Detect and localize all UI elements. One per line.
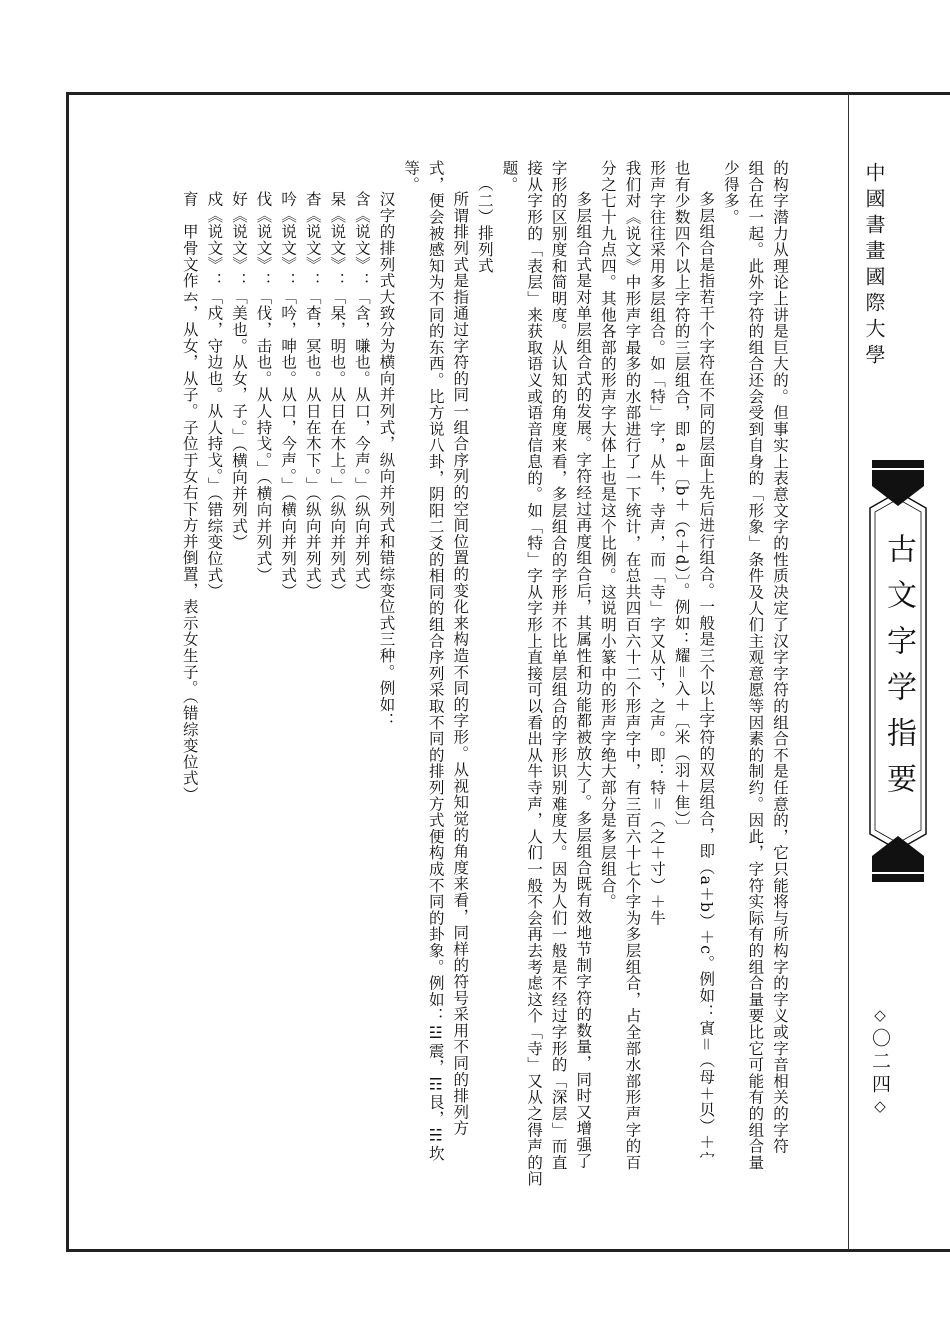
text-line: 汉字的排列式大致分为横向并列式，纵向并列式和错综变位式三种。例如： — [377, 191, 396, 729]
text-line: 形声字往往采用多层组合。如「特」字，从牛，寺声，而「寺」字又从寸，之声。即：特＝（之＋寸）＋牛 — [648, 160, 667, 927]
text-line: 多层组合是指若干个字符在不同的层面上先后进行组合。一般是三个以上字符的双层组合，即（a＋b）＋c。例如：寊＝（母＋贝）＋宀 — [697, 191, 716, 1167]
text-line: 少得多。 — [721, 160, 740, 226]
page-number: 〇二四 — [869, 1027, 891, 1097]
example-line: 含《说文》：「含，嗛也。从口，今声。」（纵向并列式） — [352, 191, 371, 600]
university-title: 中國書畫國際大學 — [862, 162, 886, 370]
example-line: 伐《说文》：「伐，击也。从人持戈。」（横向并列式） — [254, 191, 273, 583]
book-title-cartouche — [862, 456, 934, 886]
example-line: 杳《说文》：「杳，冥也。从日在木下。」（纵向并列式） — [303, 191, 322, 600]
example-line: 杲《说文》：「杲，明也。从日在木上。」（纵向并列式） — [328, 191, 347, 600]
page-number-block — [860, 992, 900, 1132]
text-line: 式，便会被感知为不同的东西。比方说八卦，阴阳二爻的相同的组合序列采取不同的排列方式便构成不同的卦象。例如：☳震，☶艮，☵坎 — [426, 160, 445, 1162]
text-line: 字形的区别度和简明度。从认知的角度来看，多层组合的字形并不比单层组合的字形识别难度大。因为人们一般是不经过字形的「深层」而直 — [549, 160, 568, 1171]
text-line: 等。 — [402, 160, 421, 193]
book-title: 古文字学指要 — [881, 533, 916, 809]
body-text — [128, 160, 792, 1187]
example-line: 吟《说文》：「吟，呻也。从口，今声。」（横向并列式） — [279, 191, 298, 600]
diamond-icon: ◇ — [871, 1096, 889, 1119]
section-heading: （二）排列式 — [475, 175, 494, 274]
text-line: 组合在一起。此外字符的组合还会受到自身的「形象」条件及人们主观意愿等因素的制约。因此，字符实际有的组合量要比它可能有的组合量 — [746, 160, 765, 1171]
margin-rule — [848, 94, 849, 1250]
text-line: 我们对《说文》中形声字最多的水部进行了一下统计，在总共四百六十二个形声字中，有三百六十七个字为多层组合，占全部水部形声字的百 — [623, 160, 642, 1171]
text-line: 多层组合式是对单层组合式的发展。字符经过再度组合后，其属性和功能都被放大了。多层组合既有效地节制字符的数量，同时又增强了 — [574, 191, 593, 1169]
example-line: 育 甲骨文作𠫓，从女，从子。子位于女右下方并倒置，表示女生子。（错综变位式） — [180, 191, 199, 803]
text-line: 题。 — [500, 160, 519, 193]
text-line: 接从字形的「表层」来获取语义或语音信息的。如「特」字从字形上直接可以看出从牛寺声，人们一般不会再去考虑这个「寺」又从之得声的问 — [525, 160, 544, 1187]
text-line: 分之七十九点四。其他各部的形声字大体上也是这个比例。这说明小篆中的形声字绝大部分是多层组合。 — [598, 160, 617, 910]
example-line: 好《说文》：「美也。从女，子。」（横向并列式） — [229, 191, 248, 551]
text-line: 也有少数四个以上字符的三层组合，即 a＋〔b＋（c＋d）〕。例如：耀＝入＋〔米（羽＋隹）〕 — [672, 160, 691, 836]
diamond-icon: ◇ — [871, 1005, 889, 1028]
text-line: 的构字潜力从理论上讲是巨大的。但事实上表意文字的性质决定了汉字字符的组合不是任意的，它只能将与所构字的字义或字音相关的字符 — [771, 160, 789, 1155]
text-line: 所谓排列式是指通过字符的同一组合序列的空间位置的变化来构造不同的字形。从视知觉的角度来看，同样的符号采用不同的排列方 — [451, 191, 470, 1137]
example-line: 戍《说文》：「戍，守边也。从人持戈。」（错综变位式） — [205, 191, 224, 600]
